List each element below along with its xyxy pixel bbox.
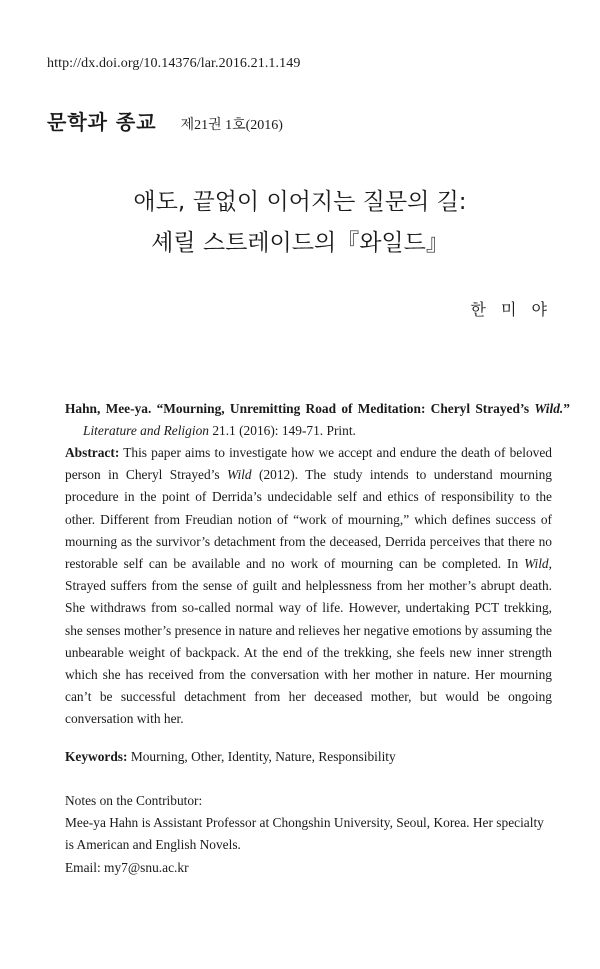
citation-book-title: Wild. [534, 401, 564, 416]
abstract-wild-1: Wild [227, 467, 252, 483]
notes-bio: Mee-ya Hahn is Assistant Professor at Chongshin University, Seoul, Korea. Her specialty is American and English Novels. [65, 815, 544, 853]
abstract-text-2: (2012). The study intends to understand mourning procedure in the point of Derrida’s undecidable self and ethics of responsibility to the other. Different from Freudian notion of “work of mourning,” which defines success of mourning as the survivor’s detachment from the deceased, Derrida perceives that there no restorable self can be available and no work of mourning can be completed. In [65, 467, 552, 572]
citation-author-title: Hahn, Mee-ya. “Mourning, Unremitting Road of Meditation: Cheryl Strayed’s [65, 401, 530, 416]
title-line-1: 애도, 끝없이 이어지는 질문의 길: [133, 189, 467, 215]
abstract-text-3: , Strayed suffers from the sense of guilt and helplessness from her mother’s abrupt death. She withdraws from so-called normal way of life. However, undertaking PCT trekking, she senses mother’s presence in nature and relieves her negative emotions by assuming the unbearable weight of backpack. At the end of the trekking, she feels new inner strength which she has received from the conversation with her mother in nature. Her mourning can’t be successful detachment from her deceased mother, but would be ongoing conversation with her. [65, 556, 552, 727]
abstract [65, 442, 552, 731]
paper-title [0, 182, 600, 264]
citation-details: 21.1 (2016): 149-71. Print. [208, 423, 356, 439]
keywords-label: Keywords: [65, 749, 128, 764]
contributor-notes [65, 790, 552, 879]
abstract-wild-2: Wild [524, 556, 549, 572]
abstract-text-1: This paper aims to investigate how we accept and endure the death of beloved person in Cheryl Strayed’s [65, 445, 552, 483]
doi-link[interactable]: http://dx.doi.org/10.14376/lar.2016.21.1.149 [47, 56, 301, 71]
title-line-2: 셰릴 스트레이드의『와일드』 [151, 230, 449, 256]
journal-header [47, 106, 283, 135]
citation-close-quote: ” [563, 401, 570, 416]
citation-journal: Literature and Religion [83, 423, 209, 439]
journal-name: 문학과 종교 [47, 110, 157, 134]
journal-volume: 제21권 1호(2016) [180, 118, 283, 133]
keywords [65, 746, 552, 768]
abstract-label: Abstract: [65, 445, 120, 460]
citation [65, 398, 570, 442]
notes-heading: Notes on the Contributor: [65, 793, 203, 808]
keywords-text: Mourning, Other, Identity, Nature, Responsibility [127, 749, 396, 764]
notes-email: Email: my7@snu.ac.kr [65, 859, 189, 875]
author-name: 한 미 야 [470, 300, 552, 319]
